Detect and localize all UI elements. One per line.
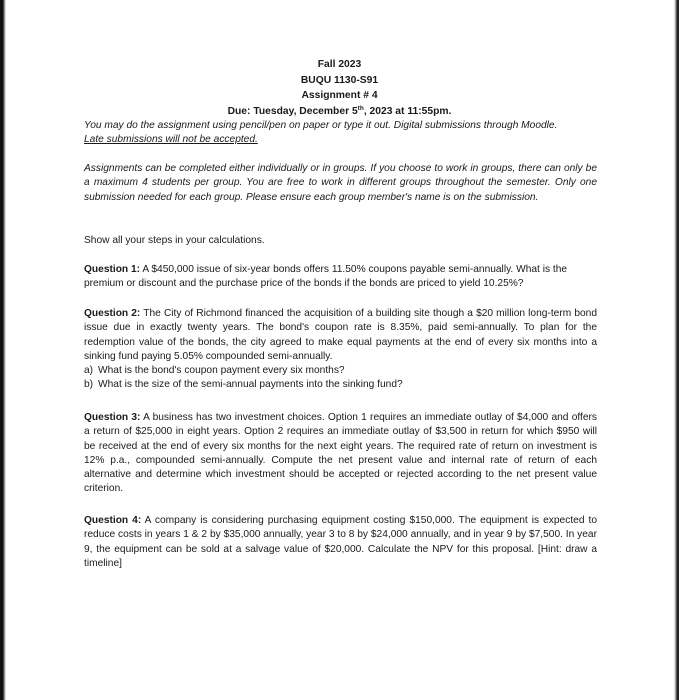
question-4-text: A company is considering purchasing equipment costing $150,000. The equipment is expected to reduce costs in years 1 & 2 by $35,000 annually, year 3 to 8 by $24,000 annually, and in year 9 by $7,500. In year 9, the equipment can be sold at a salvage value of $20,000. Calculate the NPV for this proposal. [Hint: draw a timeline] <box>84 515 597 569</box>
due-date-prefix: Due: Tuesday, December 5 <box>227 105 358 117</box>
due-date-time: , 2023 at 11:55pm. <box>363 105 452 117</box>
question-1 <box>84 263 597 292</box>
part-b-text: What is the size of the semi-annual payments into the sinking fund? <box>98 379 403 391</box>
course-code: BUQU 1130-S91 <box>300 74 379 86</box>
question-2-part-a <box>84 364 597 378</box>
steps-text: Show all your steps in your calculations. <box>84 235 265 246</box>
question-2 <box>84 307 597 393</box>
due-date-suffix-th: th <box>357 104 364 112</box>
question-3 <box>84 411 597 497</box>
question-4-label: Question 4: <box>84 515 142 526</box>
term-line: Fall 2023 <box>317 59 362 70</box>
question-4 <box>84 514 597 571</box>
assignment-header <box>0 57 679 119</box>
question-3-label: Question 3: <box>84 412 141 423</box>
question-1-text: A $450,000 issue of six-year bonds offers 11.50% coupons payable semi-annually. What is the premium or discount and the purchase price of the bonds if the bonds are priced to yield 10.25%? <box>84 264 568 290</box>
submission-line: You may do the assignment using pencil/pen on paper or type it out. Digital submissions through Moodle. <box>84 120 558 131</box>
group-text: Assignments can be completed either individually or in groups. If you choose to work in groups, there can only be a maximum 4 students per group. You are free to work in different groups throughout the semester. Only one submission needed for each group. Please ensure each group member's name is on the submission. <box>84 163 597 203</box>
part-a-letter: a) <box>84 365 94 377</box>
group-instructions <box>84 162 597 205</box>
late-submission-note: Late submissions will not be accepted. <box>84 134 258 146</box>
question-3-text: A business has two investment choices. Option 1 requires an immediate outlay of $4,000 and offers a return of $25,000 in eight years. Option 2 requires an immediate outlay of $3,500 in return for which $950 will be received at the end of every six months for the next eight years. The required rate of return on investment is 12% p.a., compounded semi-annually. Compute the net present value and internal rate of return of each alternative and determine which investment should be accepted or rejected according to the net present value criterion. <box>84 412 597 495</box>
submission-instructions <box>84 119 597 148</box>
assignment-number: Assignment # 4 <box>301 90 378 101</box>
question-2-part-b <box>84 378 597 392</box>
question-1-label: Question 1: <box>84 264 141 275</box>
part-a-text: What is the bond's coupon payment every six months? <box>98 365 345 377</box>
due-date <box>0 104 679 120</box>
question-2-label: Question 2: <box>84 308 141 319</box>
part-b-letter: b) <box>84 379 94 391</box>
question-2-text: The City of Richmond financed the acquisition of a building site though a $20 million long-term bond issue due in exactly twenty years. The bond's coupon rate is 8.35%, paid semi-annually. To plan for the redemption value of the bonds, the city agreed to make equal payments at the end of every six months into a sinking fund paying 5.05% compounded semi-annually. <box>84 308 597 362</box>
steps-instruction <box>84 234 597 248</box>
